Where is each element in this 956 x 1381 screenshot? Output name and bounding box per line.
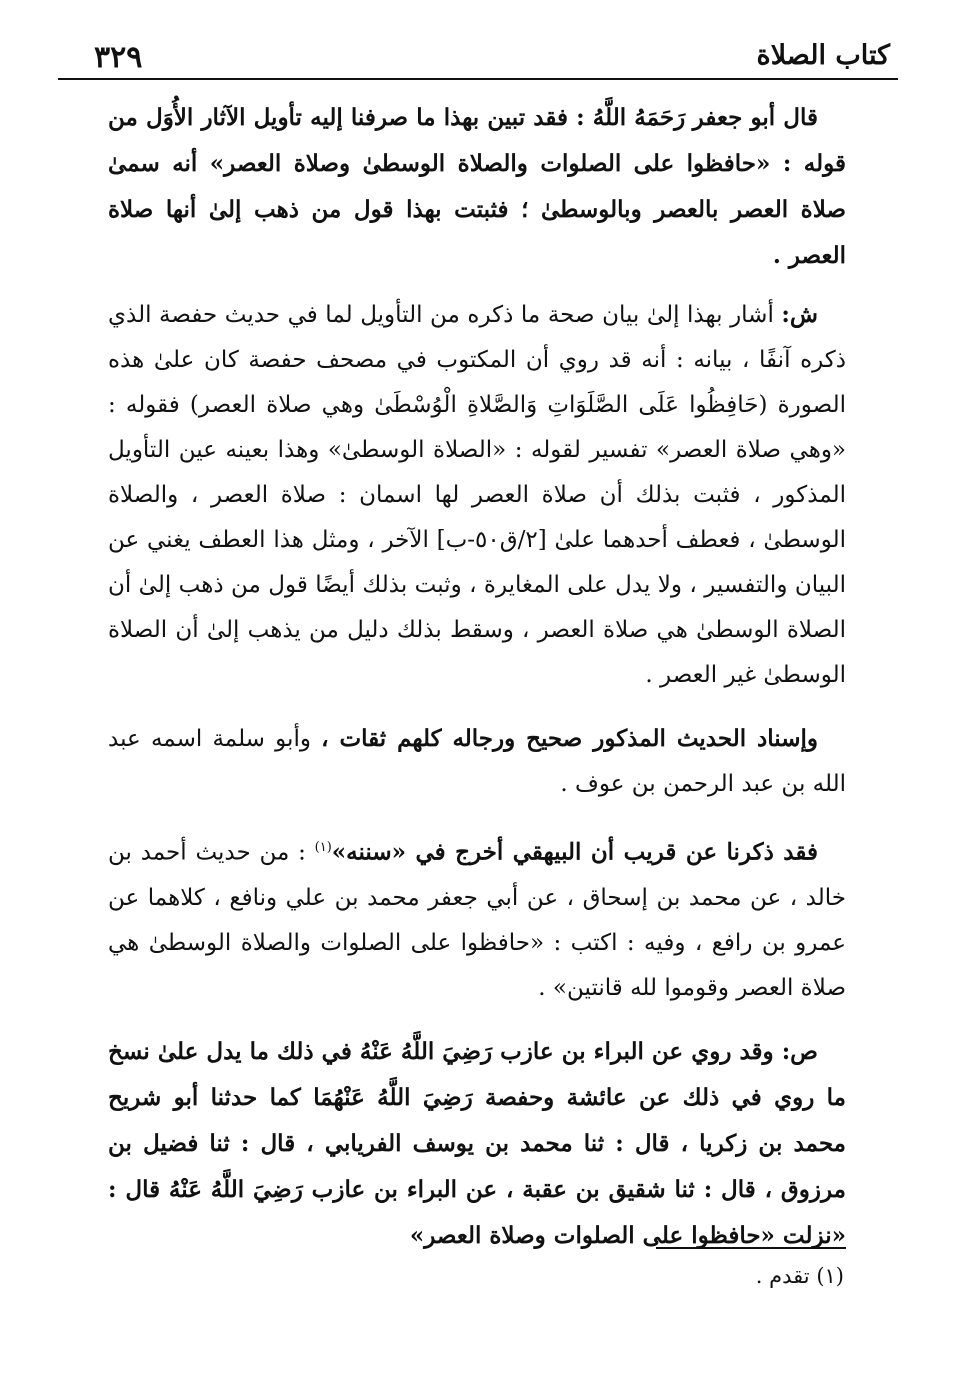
footnote-divider bbox=[656, 1247, 846, 1249]
paragraph-isnad bbox=[108, 716, 846, 807]
sharh-marker: ش: bbox=[781, 301, 818, 328]
paragraph-text: أشار بهذا إلىٰ بيان صحة ما ذكره من التأويل لما في حديث حفصة الذي ذكره آنفًا ، بيانه : أنه قد روي أن المكتوب في مصحف حفصة كان علىٰ هذه الصورة (حَافِظُوا عَلَى الصَّلَوَاتِ وَالصَّلاةِ الْوُسْطَىٰ وهي صلاة العصر) فقوله : «وهي صلاة العصر» تفسير لقوله : «الصلاة الوسطىٰ» وهذا بعينه عين التأويل المذكور ، فثبت بذلك أن صلاة العصر لها اسمان : صلاة العصر ، والصلاة الوسطىٰ ، فعطف أحدهما علىٰ [٢/ق٥٠-ب] الآخر ، ومثل هذا العطف يغني عن البيان والتفسير ، ولا يدل على المغايرة ، وثبت بذلك أيضًا قول من ذهب إلىٰ أن الصلاة الوسطىٰ هي صلاة العصر ، وسقط بذلك دليل من يذهب إلىٰ أن الصلاة الوسطىٰ غير العصر . bbox=[108, 302, 846, 688]
page-header bbox=[58, 36, 898, 80]
paragraph-text: وأبو سلمة اسمه عبد الله بن عبد الرحمن بن عوف . bbox=[108, 726, 846, 797]
paragraph-lead: قال أبو جعفر bbox=[692, 104, 818, 131]
paragraph-sharh bbox=[108, 292, 846, 698]
paragraph-matn-bara bbox=[108, 1029, 846, 1259]
page-number: ٣٢٩ bbox=[94, 40, 143, 75]
paragraph-bayhaqi bbox=[108, 825, 846, 1011]
page-body bbox=[108, 95, 846, 1272]
paragraph-abu-jafar bbox=[108, 95, 846, 279]
running-title: كتاب الصلاة bbox=[756, 40, 890, 71]
paragraph-text: رَحَمَهُ اللَّهُ : فقد تبين بهذا ما صرفنا إليه تأويل الآثار الأُوَل من قوله : «حافظوا على الصلوات والصلاة الوسطىٰ وصلاة العصر» أنه سمىٰ صلاة العصر بالعصر وبالوسطىٰ ؛ فثبتت بهذا قول من ذهب إلىٰ أنها صلاة العصر . bbox=[108, 104, 846, 269]
paragraph-lead: وإسناد الحديث المذكور صحيح ورجاله كلهم ثقات ، bbox=[321, 725, 818, 752]
paragraph-lead: فقد ذكرنا عن قريب أن البيهقي أخرج في «سننه» bbox=[331, 838, 818, 866]
paragraph-lead: ص: وقد روي عن البراء بن عازب رَضِيَ اللَّهُ عَنْهُ في ذلك ما يدل علىٰ نسخ ما روي في ذلك عن عائشة وحفصة رَضِيَ اللَّهُ عَنْهُمَا كما حدثنا أبو شريح محمد بن زكريا ، قال : ثنا محمد بن يوسف الفريابي ، قال : ثنا فضيل بن مرزوق ، قال : ثنا شقيق بن عقبة ، عن البراء بن عازب رَضِيَ اللَّهُ عَنْهُ قال : «نزلت «حافظوا على الصلوات وصلاة العصر» bbox=[108, 1037, 846, 1249]
footnote-1: (١) تقدم . bbox=[755, 1264, 844, 1288]
paragraph-text: : من حديث أحمد بن خالد ، عن محمد بن إسحاق ، عن أبي جعفر محمد بن علي ونافع ، كلاهما عن عمرو بن رافع ، وفيه : اكتب : «حافظوا على الصلوات والصلاة الوسطىٰ هي صلاة العصر وقوموا لله قانتين» . bbox=[108, 839, 846, 1001]
footnote-reference: (١) bbox=[314, 840, 332, 855]
